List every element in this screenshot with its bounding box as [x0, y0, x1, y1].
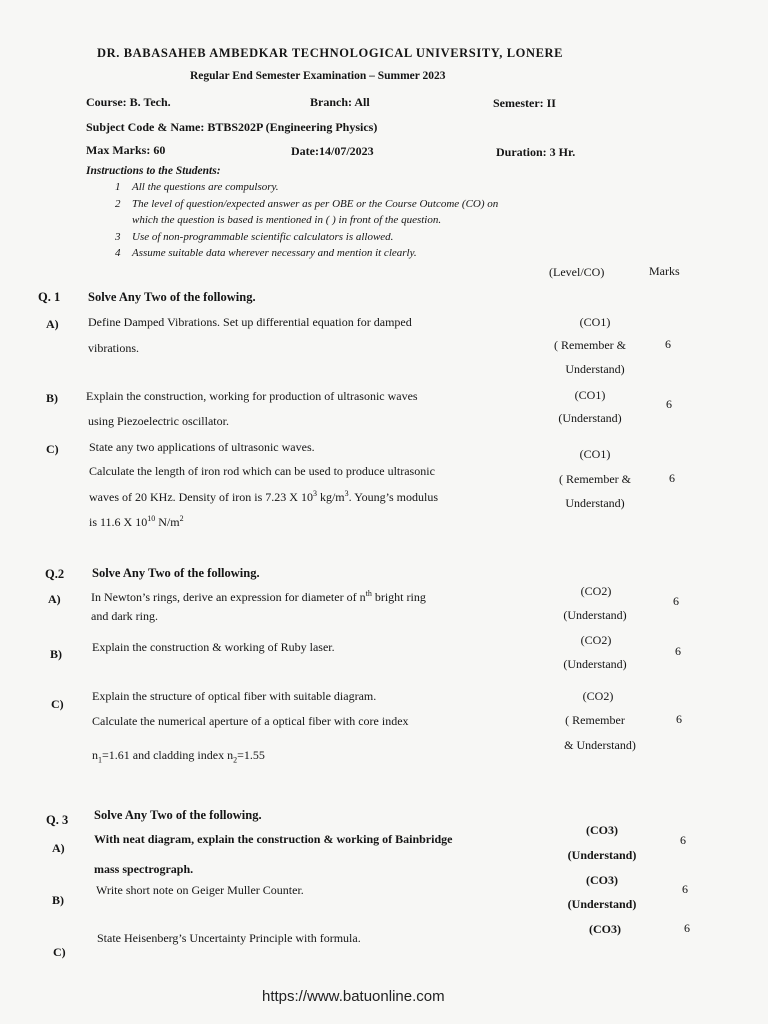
marks-value: 6 — [675, 644, 681, 658]
level-text: (Understand) — [567, 897, 637, 911]
superscript: 10 — [147, 514, 156, 523]
course-label: Course: B. Tech. — [86, 95, 171, 109]
text-part: . Young’s modulus — [348, 490, 439, 504]
subscript: 1 — [98, 755, 102, 765]
course-outcome: (CO3) — [586, 823, 618, 837]
marks-value: 6 — [680, 833, 686, 847]
text-part: N/m — [155, 515, 180, 529]
question-text: Explain the construction, working for production of ultrasonic waves — [86, 389, 418, 403]
subquestion-label: B) — [50, 647, 62, 661]
level-text: (Understand) — [567, 848, 637, 862]
subject-label: Subject Code & Name: BTBS202P (Engineering Physics) — [86, 120, 378, 134]
question-text — [89, 514, 184, 530]
superscript: 3 — [312, 489, 317, 498]
subquestion-label: B) — [46, 391, 58, 405]
course-outcome: (CO3) — [589, 922, 621, 936]
question-number: Q. 1 — [38, 290, 61, 304]
superscript: th — [365, 589, 372, 598]
instruction-text: All the questions are compulsory. — [132, 181, 279, 193]
question-text: Calculate the length of iron rod which can be used to produce ultrasonic — [89, 464, 435, 478]
question-text: With neat diagram, explain the construction & working of Bainbridge — [94, 832, 453, 846]
marks-value: 6 — [666, 397, 672, 411]
max-marks-label: Max Marks: 60 — [86, 143, 166, 157]
level-text: Understand) — [565, 496, 625, 510]
text-part: bright ring — [371, 590, 426, 604]
instruction-text: Assume suitable data wherever necessary and mention it clearly. — [132, 247, 417, 259]
level-co-header: (Level/CO) — [549, 265, 605, 279]
question-text — [92, 748, 265, 764]
text-part: is 11.6 X 10 — [89, 515, 148, 529]
duration-label: Duration: 3 Hr. — [496, 145, 576, 159]
question-text: and dark ring. — [91, 609, 158, 623]
subquestion-label: A) — [48, 592, 61, 606]
course-outcome: (CO2) — [582, 689, 614, 703]
exam-title: Regular End Semester Examination – Summer 2023 — [190, 70, 446, 82]
instruction-text: The level of question/expected answer as per OBE or the Course Outcome (CO) on — [132, 198, 499, 210]
question-text: Define Damped Vibrations. Set up differential equation for damped — [88, 315, 412, 329]
exam-date: Date:14/07/2023 — [291, 144, 374, 158]
level-text: ( Remember & — [554, 338, 626, 352]
text-part: n — [92, 748, 98, 762]
course-outcome: (CO2) — [580, 633, 612, 647]
text-part: =1.55 — [237, 748, 265, 762]
marks-value: 6 — [684, 921, 690, 935]
text-part: waves of 20 KHz. Density of iron is 7.23 X 10 — [89, 490, 313, 504]
subquestion-label: C) — [51, 697, 64, 711]
question-text: State any two applications of ultrasonic waves. — [89, 440, 315, 454]
question-heading: Solve Any Two of the following. — [88, 290, 256, 304]
subquestion-label: C) — [53, 945, 66, 959]
question-number: Q. 3 — [46, 813, 69, 827]
instruction-num: 2 — [115, 198, 121, 210]
marks-header: Marks — [649, 264, 680, 278]
level-text: Understand) — [565, 362, 625, 376]
text-part: kg/m — [316, 490, 345, 504]
level-text: & Understand) — [564, 738, 636, 752]
question-text: mass spectrograph. — [94, 862, 194, 876]
subquestion-label: A) — [52, 841, 65, 855]
course-outcome: (CO1) — [579, 315, 611, 329]
semester-label: Semester: II — [493, 96, 556, 110]
instruction-num: 1 — [115, 181, 121, 193]
level-text: (Understand) — [563, 657, 627, 671]
course-outcome: (CO1) — [579, 447, 611, 461]
question-number: Q.2 — [45, 567, 65, 581]
question-text: Explain the construction & working of Ruby laser. — [92, 640, 335, 654]
university-name: DR. BABASAHEB AMBEDKAR TECHNOLOGICAL UNIVERSITY, LONERE — [97, 46, 564, 60]
subquestion-label: B) — [52, 893, 64, 907]
text-part: =1.61 and cladding index n — [102, 748, 234, 762]
instruction-num: 4 — [115, 247, 121, 259]
branch-label: Branch: All — [310, 95, 370, 109]
level-text: ( Remember & — [559, 472, 631, 486]
superscript: 3 — [344, 489, 349, 498]
source-link[interactable]: https://www.batuonline.com — [262, 988, 445, 1005]
course-outcome: (CO2) — [580, 584, 612, 598]
question-text: using Piezoelectric oscillator. — [88, 414, 229, 428]
instruction-num: 3 — [115, 231, 121, 243]
marks-value: 6 — [665, 337, 671, 351]
question-text: vibrations. — [88, 341, 139, 355]
subquestion-label: C) — [46, 442, 59, 456]
instruction-text: Use of non-programmable scientific calculators is allowed. — [132, 231, 394, 243]
text-part: In Newton’s rings, derive an expression for diameter of n — [91, 590, 366, 604]
question-text: State Heisenberg’s Uncertainty Principle with formula. — [97, 931, 361, 945]
question-text: Write short note on Geiger Muller Counter. — [96, 883, 304, 897]
level-text: (Understand) — [558, 411, 622, 425]
marks-value: 6 — [673, 594, 679, 608]
subscript: 2 — [233, 755, 238, 765]
question-heading: Solve Any Two of the following. — [92, 566, 260, 580]
marks-value: 6 — [682, 882, 688, 896]
question-text: Explain the structure of optical fiber with suitable diagram. — [92, 689, 377, 703]
superscript: 2 — [179, 514, 184, 523]
marks-value: 6 — [676, 712, 682, 726]
course-outcome: (CO1) — [574, 388, 606, 402]
course-outcome: (CO3) — [586, 873, 618, 887]
subquestion-label: A) — [46, 317, 59, 331]
marks-value: 6 — [669, 471, 675, 485]
instruction-text: which the question is based is mentioned in ( ) in front of the question. — [132, 214, 442, 226]
question-text — [91, 589, 426, 605]
instructions-title: Instructions to the Students: — [86, 165, 221, 177]
question-heading: Solve Any Two of the following. — [94, 808, 262, 822]
question-text — [89, 489, 438, 505]
level-text: ( Remember — [565, 713, 625, 727]
question-text: Calculate the numerical aperture of a optical fiber with core index — [92, 714, 409, 728]
level-text: (Understand) — [563, 608, 627, 622]
